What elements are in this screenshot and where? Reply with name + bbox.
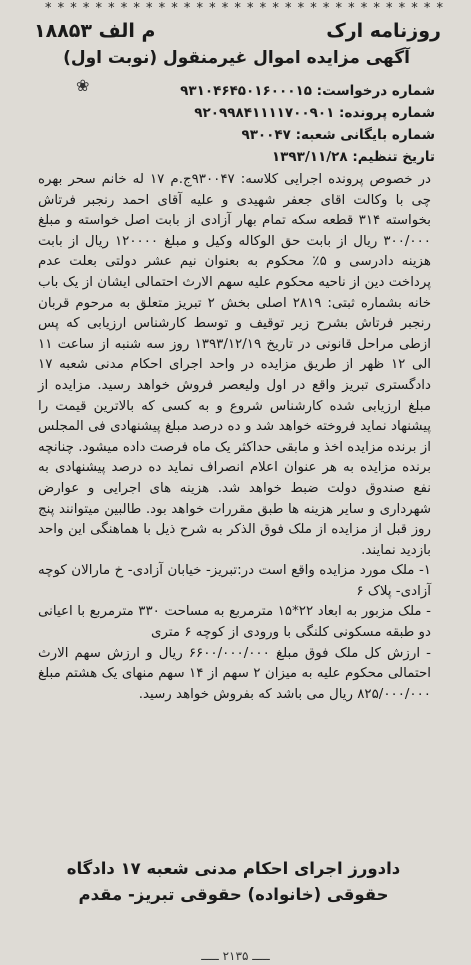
case-details [40, 80, 435, 168]
body-paragraph-main: در خصوص پرونده اجرایی کلاسه: ۹۳۰۰۴۷ج.م ۱۷ له خانم سحر بهره چی با وکالت اقای جعفر شهیدی و علیه آقای احمد رنجبر فرتاش بخواسته ۳۱۴ قطعه سکه تمام بهار آزادی از بابت اصل خواسته و مبلغ ۳۰۰/۰۰۰ ریال از بابت حق الوکاله وکیل و مبلغ ۱۲۰۰۰۰ ریال از بابت هزینه دادرسی و ۵٪ محکوم به بعنوان نیم عشر دولتی بعلت عدم پرداخت دین از ناحیه محکوم علیه سهم الارث احتمالی ایشان از یک باب خانه بشماره ثبتی: ۲۸۱۹ اصلی بخش ۲ تبریز متعلق به مرحوم قربان رنجبر فرتاش بشرح زیر توقیف و توسط کارشناس ارزیابی که پس ازطی مراحل قانونی در تاریخ ۱۳۹۳/۱۲/۱۹ روز سه شنبه از ساعت ۱۱ الی ۱۲ ظهر از طریق مزایده در واحد اجرای احکام مدنی شعبه ۱۷ دادگستری تبریز واقع در اول ولیعصر فروش خواهد رسید. مزایده از مبلغ ارزیابی شده کارشناس شروع و به کسی که بالاترین قیمت را پیشنهاد نماید فروخته خواهد شد و ده درصد مبلغ پیشنهادی فی المجلس از برنده مزایده اخذ و مابقی حداکثر یک ماه فرصت داده میشود. چنانچه برنده مزایده به هر عنوان اعلام انصراف نماید ده درصد پیشنهادی به نفع صندوق دولت ضبط خواهد شد. هزینه های اجرایی و عوارض شهرداری و سایر هزینه ها طبق مقررات خواهد بود. طالبین میتوانند پنج روز قبل از مزایده از ملک فوق الذکر به شرح ذیل با هماهنگی این واحد بازدید نمایند. [38, 172, 432, 558]
bottom-fragment: ـــــ ۲۱۳۵ ـــــ [201, 949, 270, 963]
signature-block [36, 856, 431, 908]
property-valuation: - ارزش کل ملک فوق مبلغ ۶۶۰۰/۰۰۰/۰۰۰ ریال و ارزش سهم الارث احتمالی محکوم علیه به میزان ۲ سهم از ۱۴ سهم منهای یک هشتم مبلغ ۸۲۵/۰۰۰/۰۰۰ ریال می باشد که بفروش خواهد رسید. [38, 645, 432, 702]
property-address: ۱- ملک مورد مزایده واقع است در:تبریز- خیابان آزادی- خ مارالان کوچه آزادی- پلاک ۶ [38, 563, 431, 599]
property-dimensions: - ملک مزبور به ابعاد ۲۲*۱۵ مترمربع به مساحت ۳۳۰ مترمربع با اعیانی دو طبقه مسکونی کلنگی با ورودی از کوچه ۶ متری [38, 604, 432, 641]
archive-number: شماره بایگانی شعبه: ۹۳۰۰۴۷ [241, 127, 435, 143]
newspaper-name: روزنامه ارک [326, 20, 441, 42]
signature-line-2: حقوقی (خانواده) حقوقی تبریز- مقدم [78, 885, 389, 904]
request-number: شماره درخواست: ۹۳۱۰۴۶۴۵۰۱۶۰۰۰۱۵ [180, 83, 435, 99]
file-number: شماره پرونده: ۹۲۰۹۹۸۴۱۱۱۱۷۰۰۹۰۱ [194, 105, 435, 121]
notice-body [38, 170, 431, 705]
issue-number: م الف ۱۸۸۵۳ [34, 20, 156, 42]
seal-icon: ❀ [76, 76, 90, 95]
header [34, 20, 441, 46]
notice-title: آگهی مزایده اموال غیرمنقول (نوبت اول) [63, 48, 410, 68]
signature-line-1: دادورز اجرای احکام مدنی شعبه ۱۷ دادگاه [66, 859, 401, 878]
star-border: * * * * * * * * * * * * * * * * * * * * * * * * * * * * * * * * [44, 2, 445, 16]
issue-date: تاریخ تنظیم: ۱۳۹۳/۱۱/۲۸ [271, 149, 435, 165]
